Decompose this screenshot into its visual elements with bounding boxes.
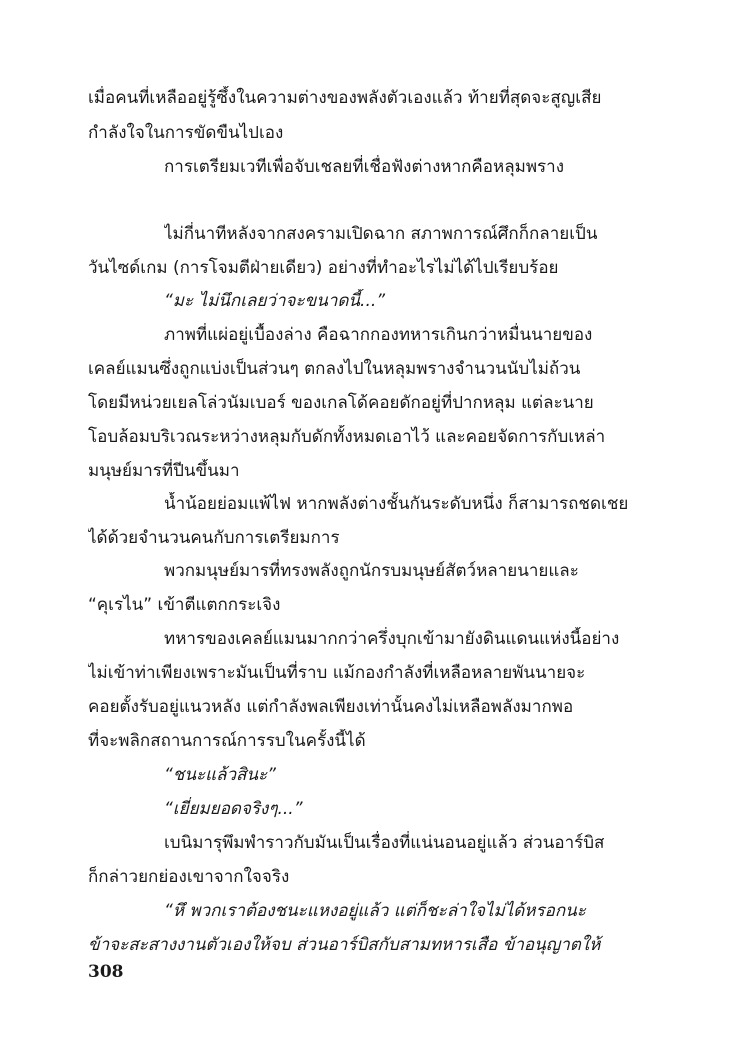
text-line: กำลังใจในการขัดขืนไปเอง — [88, 123, 284, 143]
text-line: การเตรียมเวทีเพื่อจับเชลยที่เชื่อฟังต่างหากคือหลุมพราง — [164, 157, 565, 177]
text-line: ทหารของเคลย์แมนมากกว่าครึ่งบุกเข้ามายังดินแดนแห่งนี้อย่าง — [164, 629, 620, 649]
dialogue-line: “มะ ไม่นึกเลยว่าจะขนาดนี้...” — [164, 291, 386, 311]
text-line: “คุเรไน” เข้าตีแตกกระเจิง — [88, 595, 281, 615]
text-line: คอยตั้งรับอยู่แนวหลัง แต่กำลังพลเพียงเท่านั้นคงไม่เหลือพลังมากพอ — [88, 697, 574, 717]
page-number: 308 — [88, 962, 124, 982]
text-line: เมื่อคนที่เหลืออยู่รู้ซึ้งในความต่างของพลังตัวเองแล้ว ท้ายที่สุดจะสูญเสีย — [88, 88, 602, 108]
text-line: วันไซด์เกม (การโจมตีฝ่ายเดียว) อย่างที่ทำอะไรไม่ได้ไปเรียบร้อย — [88, 258, 559, 278]
dialogue-line: “เยี่ยมยอดจริงๆ...” — [164, 799, 303, 819]
text-line: โอบล้อมบริเวณระหว่างหลุมกับดักทั้งหมดเอาไว้ และคอยจัดการกับเหล่า — [88, 427, 606, 447]
text-line: ภาพที่แผ่อยู่เบื้องล่าง คือฉากกองทหารเกินกว่าหมื่นนายของ — [164, 325, 593, 345]
text-line: น้ำน้อยย่อมแพ้ไฟ หากพลังต่างชั้นกันระดับหนึ่ง ก็สามารถชดเชย — [164, 494, 629, 514]
dialogue-line: “ชนะแล้วสินะ” — [164, 765, 276, 785]
text-line: เบนิมารุพึมพำราวกับมันเป็นเรื่องที่แน่นอนอยู่แล้ว ส่วนอาร์บิส — [164, 833, 605, 853]
text-line: มนุษย์มารที่ปีนขึ้นมา — [88, 461, 240, 481]
text-line: เคลย์แมนซึ่งถูกแบ่งเป็นส่วนๆ ตกลงไปในหลุมพรางจำนวนนับไม่ถ้วน — [88, 359, 581, 379]
text-line: โดยมีหน่วยเยลโล่วนัมเบอร์ ของเกลโด้คอยดักอยู่ที่ปากหลุม แต่ละนาย — [88, 393, 594, 413]
text-line: ก็กล่าวยกย่องเขาจากใจจริง — [88, 867, 290, 887]
text-line: ที่จะพลิกสถานการณ์การรบในครั้งนี้ได้ — [88, 731, 366, 751]
text-line: พวกมนุษย์มารที่ทรงพลังถูกนักรบมนุษย์สัตว์หลายนายและ — [164, 561, 579, 581]
text-line: ไม่กี่นาทีหลังจากสงครามเปิดฉาก สภาพการณ์ศึกก็กลายเป็น — [164, 224, 598, 244]
dialogue-line: ข้าจะสะสางงานตัวเองให้จบ ส่วนอาร์บิสกับสามทหารเสือ ข้าอนุญาตให้ — [88, 935, 601, 955]
text-line: ไม่เข้าท่าเพียงเพราะมันเป็นที่ราบ แม้กองกำลังที่เหลือหลายพันนายจะ — [88, 663, 586, 683]
text-line: ได้ด้วยจำนวนคนกับการเตรียมการ — [88, 528, 340, 548]
dialogue-line: “หึ พวกเราต้องชนะแหงอยู่แล้ว แต่ก็ชะล่าใจไม่ได้หรอกนะ — [164, 901, 586, 921]
page-body — [88, 0, 654, 1051]
